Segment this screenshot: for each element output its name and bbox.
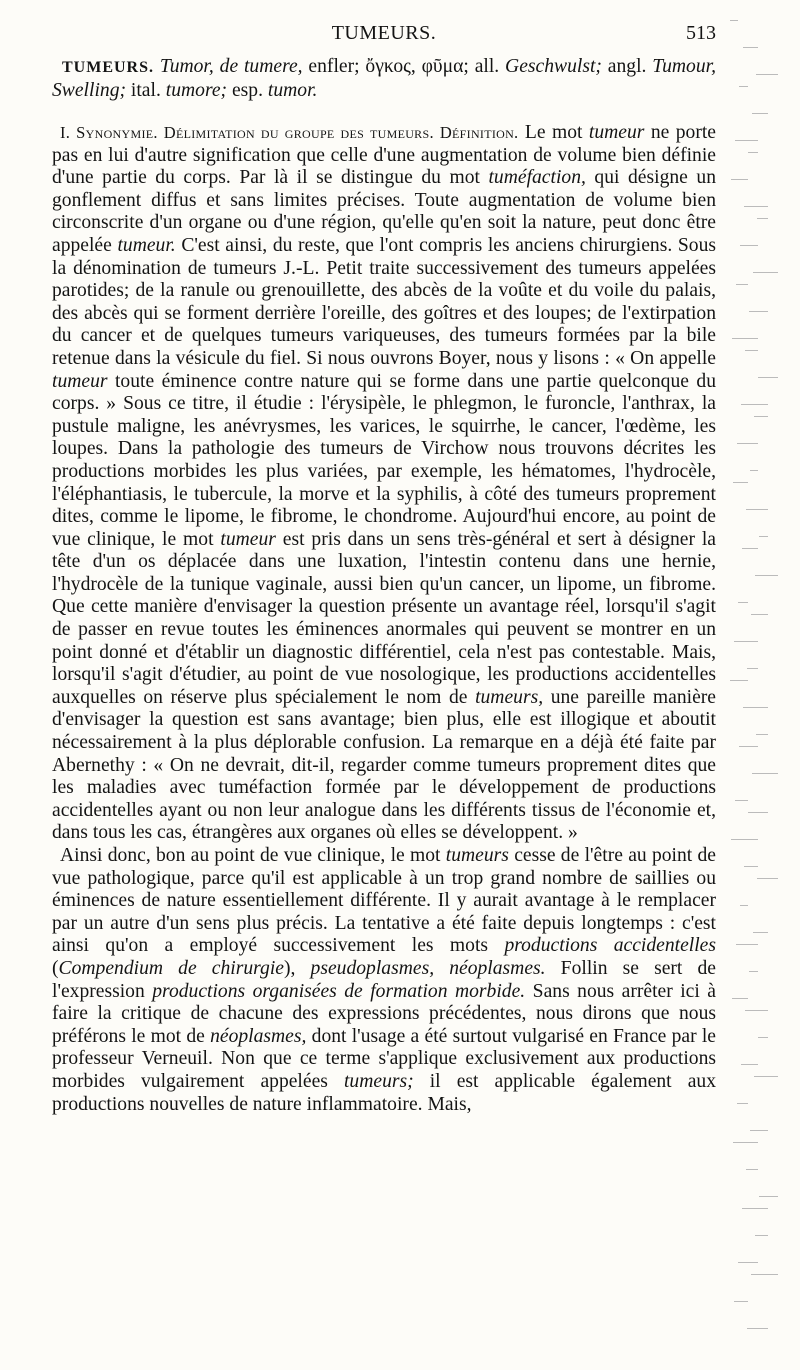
scan-mark [755,1235,768,1236]
scan-mark [744,866,758,867]
italic-text: Tumor, de tumere, [159,56,303,77]
text-run: cesse de l'être au point de vue pathologique, parce qu'il est applicable à un trop grand nombre de saillies ou éminences de nature essentiellement différente. Il y aurait avantage à le remplacer par un autre d'un sens plus précis. La tentative a été faite depuis longtemps : c'est ainsi qu'on a employé successivement les mots [52,845,717,957]
scan-mark [745,350,758,351]
italic-text: tumeurs; [343,1070,414,1092]
scan-mark [737,443,758,444]
paragraph [52,122,716,845]
italic-text: productions organisées de formation morbide. [152,980,526,1002]
scan-mark [734,641,758,642]
text-run: Sans nous arrêter ici à faire la critique de chacune des expressions précédentes, nous dirons que nous préférons le mot de [52,980,716,1047]
scan-mark [745,1010,768,1011]
scan-mark [748,812,768,813]
scan-mark [743,47,758,48]
italic-text: Geschwulst; [505,56,602,77]
scan-mark [749,971,758,972]
running-head-title: TUMEURS. [331,22,437,44]
article-body [52,122,716,1116]
italic-text: tumeurs, [475,686,544,708]
scan-mark [742,548,758,549]
scan-mark [734,1301,748,1302]
scan-mark [747,1328,768,1329]
scan-mark [753,272,778,273]
scan-mark [735,800,748,801]
scan-mark [758,1037,768,1038]
scan-mark [752,773,778,774]
dictionary-entry [52,55,716,102]
scan-mark [739,746,758,747]
text-run: ( [52,957,59,979]
scan-mark [752,113,768,114]
scan-mark [748,152,758,153]
scan-mark [754,1076,778,1077]
text-run: enfler; ὄγκος, φῦμα; all. [302,56,506,77]
scan-mark [759,1196,778,1197]
section-heading: I. Synonymie. Délimitation du groupe des tumeurs. Définition. [60,123,519,142]
scan-mark [758,377,778,378]
paragraph [52,845,716,1116]
scan-mark [751,614,768,615]
scan-mark [757,218,768,219]
scan-mark [743,707,768,708]
scan-mark [738,1262,758,1263]
text-run: ), [283,957,311,979]
text-run: est pris dans un sens très-général et sert à désigner la tête d'un os déplacée dans une luxation, l'intestin contenu dans une hernie, l'hydrocèle de la tunique vaginale, aussi bien qu'un cancer, un lipome, un fibrome. Que cette manière d'envisager la question présente un avantage réel, lorsqu'il s'agit de passer en revue toutes les éminences anormales qui peuvent se montrer en un point donné et d'établir un diagnostic différentiel, cela n'est pas contestable. Mais, lorsqu'il s'agit d'étudier, au point de vue nosologique, les productions accidentelles auxquelles on réserve plus spécialement le nom de [52,528,716,708]
scan-mark [746,509,768,510]
text-run: il est applicable également aux productions nouvelles de nature inflammatoire. Mais, [52,1070,716,1115]
text-run: angl. [601,56,653,77]
scan-mark [744,206,768,207]
italic-text: tumeur. [117,234,176,256]
running-head [52,22,716,50]
scan-mark [736,944,758,945]
scan-mark [730,680,748,681]
scan-mark [736,284,748,285]
text-run: ne porte pas en lui d'autre signification que celle d'une augmentation de volume bien définie d'une partie du corps. Par là il se distingue du mot [52,122,716,189]
italic-text: tumeur [52,370,108,392]
scan-mark [755,575,778,576]
scan-mark [747,668,758,669]
scan-mark [750,1130,768,1131]
scan-mark [741,1064,758,1065]
italic-text: néoplasmes, [210,1025,307,1047]
text-run: Ainsi donc, bon au point de vue clinique, le mot [60,845,446,866]
scan-mark [750,470,758,471]
scan-mark [733,482,748,483]
italic-text: tumor. [267,80,318,101]
text-run: Follin se sert de l'expression [52,957,716,1002]
italic-text: pseudoplasmes, néoplasmes. [310,957,546,979]
margin-scan-marks [730,20,790,1350]
italic-text: tumore; [165,80,228,101]
scan-mark [746,1169,758,1170]
scan-mark [740,905,748,906]
text-run: esp. [227,80,268,101]
text-run: C'est ainsi, du reste, que l'ont compris les anciens chirurgiens. Sous la dénomination de tumeurs J.-L. Petit traite successivement des tumeurs appelées parotides; de la ranule ou grenouillette, des abcès de la voûte et du voile du palais, des abcès qui se forment derrière l'oreille, des goîtres et des loupes; de l'extirpation du cancer et de quelques tumeurs variqueuses, des tumeurs formées par la bile retenue dans la vésicule du fiel. Si nous ouvrons Boyer, nous y lisons : « On appelle [52,234,716,369]
scan-mark [740,245,758,246]
text-run: dont l'usage a été surtout vulgarisé en France par le professeur Verneuil. Non que ce terme s'applique exclusivement aux productions morbides vulgairement appelées [52,1025,716,1092]
text-run: ital. [126,80,166,101]
scan-mark [753,932,768,933]
scan-mark [759,536,768,537]
page-number: 513 [686,22,716,44]
text-run: Le mot [518,122,589,143]
text-run: une pareille manière d'envisager la question est sans avantage; bien plus, elle est illogique et aboutit nécessairement à la plus déplorable confusion. La remarque en a déjà été faite par Abernethy : « On ne devrait, dit-il, regarder comme tumeurs proprement dites que les maladies avec tuméfaction formée par le développement de productions accidentelles ayant ou non leur analogue dans les différents tissus de l'économie et, dans tous les cas, étrangères aux organes où elles se développent. » [52,686,717,844]
text-run: toute éminence contre nature qui se forme dans une partie quelconque du corps. » Sous ce titre, il étudie : l'érysipèle, le phlegmon, le furoncle, l'anthrax, la pustule maligne, les anévrysmes, les varices, le squirrhe, le cancer, l'œdème, les loupes. Dans la pathologie des tumeurs de Virchow nous trouvons décrites les productions morbides les plus variées, par exemple, les hématomes, l'hydrocèle, l'éléphantiasis, le tubercule, la morve et la syphilis, à côté des tumeurs proprement dites, comme le lipome, le fibrome, le chondrome. Aujourd'hui encore, au point de vue clinique, le mot [52,370,716,550]
entry-term: TUMEURS. [62,59,155,76]
scan-mark [738,602,748,603]
italic-text: tuméfaction, [488,167,586,189]
scan-mark [731,179,748,180]
text-run: qui désigne un gonflement diffus et sans limites précises. Toute augmentation de volume bien circonscrite d'un organe ou d'une région, qu'elle qu'en soit la nature, peut donc être appelée [52,167,716,256]
scan-mark [756,734,768,735]
scan-mark [732,998,748,999]
scan-mark [733,1142,758,1143]
scan-mark [754,416,768,417]
scan-mark [742,1208,768,1209]
scan-mark [757,878,778,879]
scan-mark [741,404,768,405]
italic-text: productions accidentelles [504,935,716,957]
scan-mark [732,338,758,339]
scan-mark [735,140,758,141]
scan-mark [731,839,758,840]
italic-text: Compendium de chirurgie [58,957,284,979]
scan-mark [749,311,768,312]
page [52,22,716,1116]
italic-text: Tumour, Swelling; [52,56,716,101]
italic-text: tumeur [588,122,645,143]
italic-text: tumeur [220,528,276,550]
scan-mark [739,86,748,87]
italic-text: tumeurs [445,845,509,866]
scan-mark [756,74,778,75]
scan-mark [737,1103,748,1104]
scan-mark [730,20,738,21]
scan-mark [751,1274,778,1275]
